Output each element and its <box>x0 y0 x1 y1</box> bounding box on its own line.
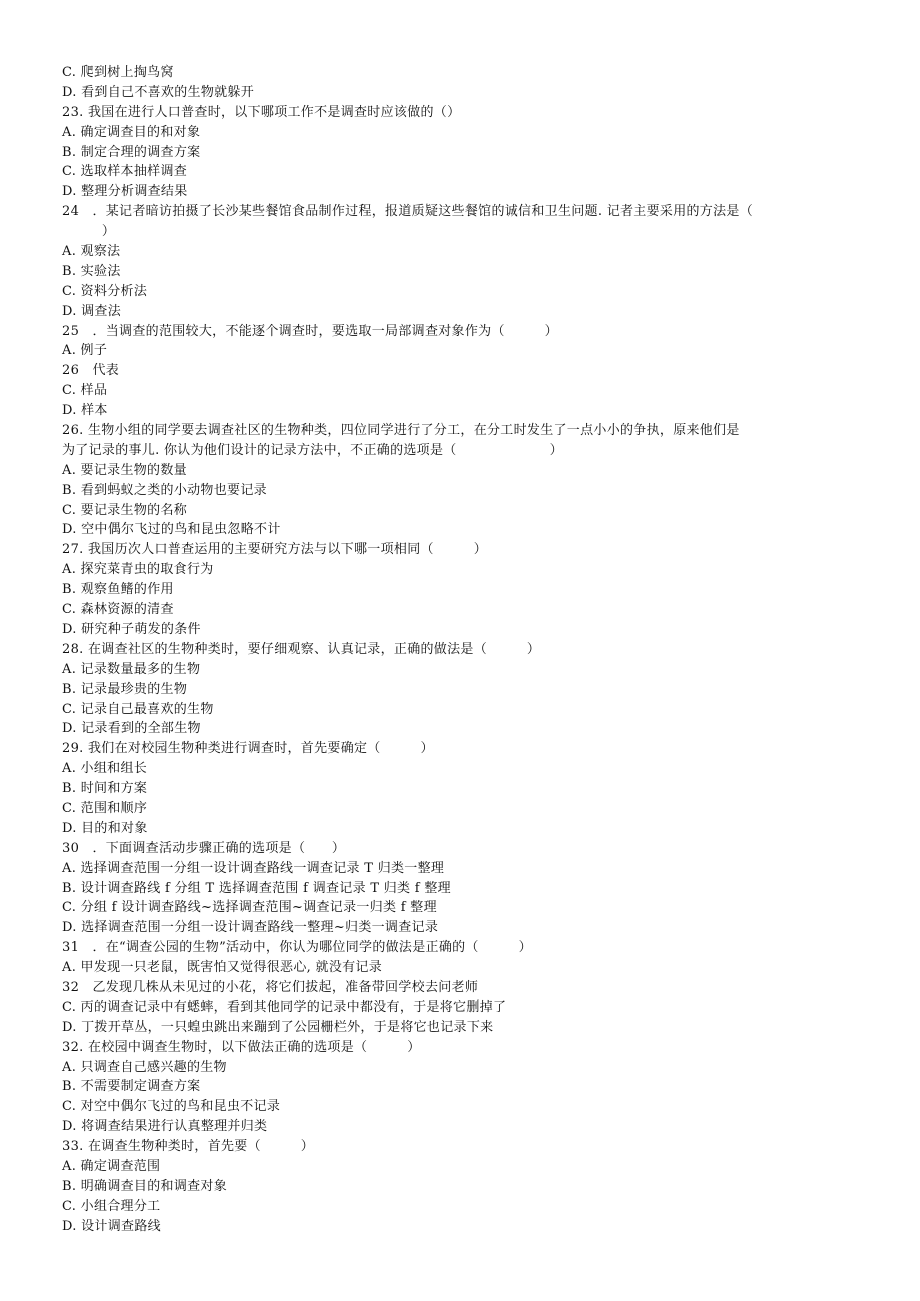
option-line: D. 目的和对象 <box>62 820 148 836</box>
question-line: 29. 我们在对校园生物种类进行调查时，首先要确定（ ） <box>62 741 434 757</box>
question-line: 31 ．在“调查公园的生物”活动中，你认为哪位同学的做法是正确的（ ） <box>62 940 532 956</box>
question-line: 27. 我国历次人口普查运用的主要研究方法与以下哪一项相同（ ） <box>62 542 488 558</box>
option-line: D. 丁拨开草丛，一只蝗虫跳出来蹦到了公园栅栏外，于是将它也记录下来 <box>62 1019 494 1035</box>
option-line: A. 确定调查目的和对象 <box>62 124 201 140</box>
option-line: C. 要记录生物的名称 <box>62 502 188 518</box>
option-line: B. 不需要制定调查方案 <box>62 1079 201 1095</box>
option-line: D. 记录看到的全部生物 <box>62 721 201 737</box>
question-line: 24 ．某记者暗访拍摄了长沙某些餐馆食品制作过程，报道质疑这些餐馆的诚信和卫生问题. 记者主要采用的方法是（ <box>62 204 754 220</box>
option-line: C. 丙的调查记录中有蟋蟀，看到其他同学的记录中都没有，于是将它删掉了 <box>62 999 507 1015</box>
option-line: A. 只调查自己感兴趣的生物 <box>62 1059 227 1075</box>
option-line: A. 甲发现一只老鼠，既害怕又觉得很恶心, 就没有记录 <box>62 960 383 976</box>
option-line: D. 看到自己不喜欢的生物就躲开 <box>62 84 255 100</box>
option-line: A. 例子 <box>62 343 108 359</box>
option-line: D. 整理分析调查结果 <box>62 184 188 200</box>
question-line: 33. 在调查生物种类时，首先要（ ） <box>62 1139 315 1155</box>
option-line: A. 观察法 <box>62 244 121 260</box>
option-line: C. 范围和顺序 <box>62 800 148 816</box>
option-line: B. 记录最珍贵的生物 <box>62 681 188 697</box>
option-line: A. 选择调查范围一分组一设计调查路线一调查记录 T 归类一整理 <box>62 860 445 876</box>
option-line: C. 对空中偶尔飞过的鸟和昆虫不记录 <box>62 1099 281 1115</box>
question-line: 23. 我国在进行人口普查时，以下哪项工作不是调查时应该做的（） <box>62 104 461 120</box>
option-line: 26 代表 <box>62 363 120 379</box>
option-line: D. 选择调查范围一分组一设计调查路线一整理~归类一调查记录 <box>62 920 439 936</box>
question-line: 30 ．下面调查活动步骤正确的选项是（ ） <box>62 840 346 856</box>
question-line: 32. 在校园中调查生物时，以下做法正确的选项是（ ） <box>62 1039 421 1055</box>
option-line: C. 爬到树上掏鸟窝 <box>62 65 174 80</box>
option-line: C. 森林资源的清查 <box>62 602 174 618</box>
option-line: A. 记录数量最多的生物 <box>62 661 201 677</box>
question-line: 为了记录的事儿. 你认为他们设计的记录方法中，不正确的选项是（ ） <box>62 442 563 458</box>
option-line: D. 研究种子萌发的条件 <box>62 621 201 637</box>
option-line: B. 设计调查路线 f 分组 T 选择调查范围 f 调查记录 T 归类 f 整理 <box>62 880 451 896</box>
option-line: C. 小组合理分工 <box>62 1198 161 1214</box>
option-line: C. 分组 f 设计调查路线~选择调查范围~调查记录一归类 f 整理 <box>62 900 437 916</box>
question-line: 28. 在调查社区的生物种类时，要仔细观察、认真记录，正确的做法是（ ） <box>62 641 541 657</box>
document-body <box>62 63 882 1237</box>
option-line: D. 将调查结果进行认真整理并归类 <box>62 1119 268 1135</box>
option-line: C. 记录自己最喜欢的生物 <box>62 701 214 717</box>
option-line: B. 观察鱼鳍的作用 <box>62 582 174 598</box>
option-line: A. 确定调查范围 <box>62 1158 161 1174</box>
option-line: B. 制定合理的调查方案 <box>62 144 201 160</box>
option-line: D. 调查法 <box>62 303 122 319</box>
option-line: C. 资料分析法 <box>62 283 148 299</box>
option-line: A. 要记录生物的数量 <box>62 462 187 478</box>
option-line: B. 明确调查目的和调查对象 <box>62 1178 228 1194</box>
option-line: D. 空中偶尔飞过的鸟和昆虫忽略不计 <box>62 522 281 538</box>
option-line: C. 样品 <box>62 383 108 399</box>
option-line: B. 实验法 <box>62 263 121 279</box>
question-line: 25 ．当调查的范围较大，不能逐个调查时，要选取一局部调查对象作为（ ） <box>62 323 558 339</box>
option-line: C. 选取样本抽样调查 <box>62 164 188 180</box>
option-line: D. 设计调查路线 <box>62 1218 161 1234</box>
question-line: ） <box>62 224 116 240</box>
option-line: A. 小组和组长 <box>62 761 148 777</box>
option-line: B. 看到蚂蚁之类的小动物也要记录 <box>62 482 267 498</box>
option-line: D. 样本 <box>62 403 108 419</box>
question-line: 26. 生物小组的同学要去调查社区的生物种类，四位同学进行了分工，在分工时发生了一点小小的争执，原来他们是 <box>62 423 740 439</box>
option-line: A. 探究菜青虫的取食行为 <box>62 562 214 578</box>
option-line: 32 乙发现几株从未见过的小花，将它们拔起，准备带回学校去问老师 <box>62 979 479 995</box>
option-line: B. 时间和方案 <box>62 781 148 797</box>
